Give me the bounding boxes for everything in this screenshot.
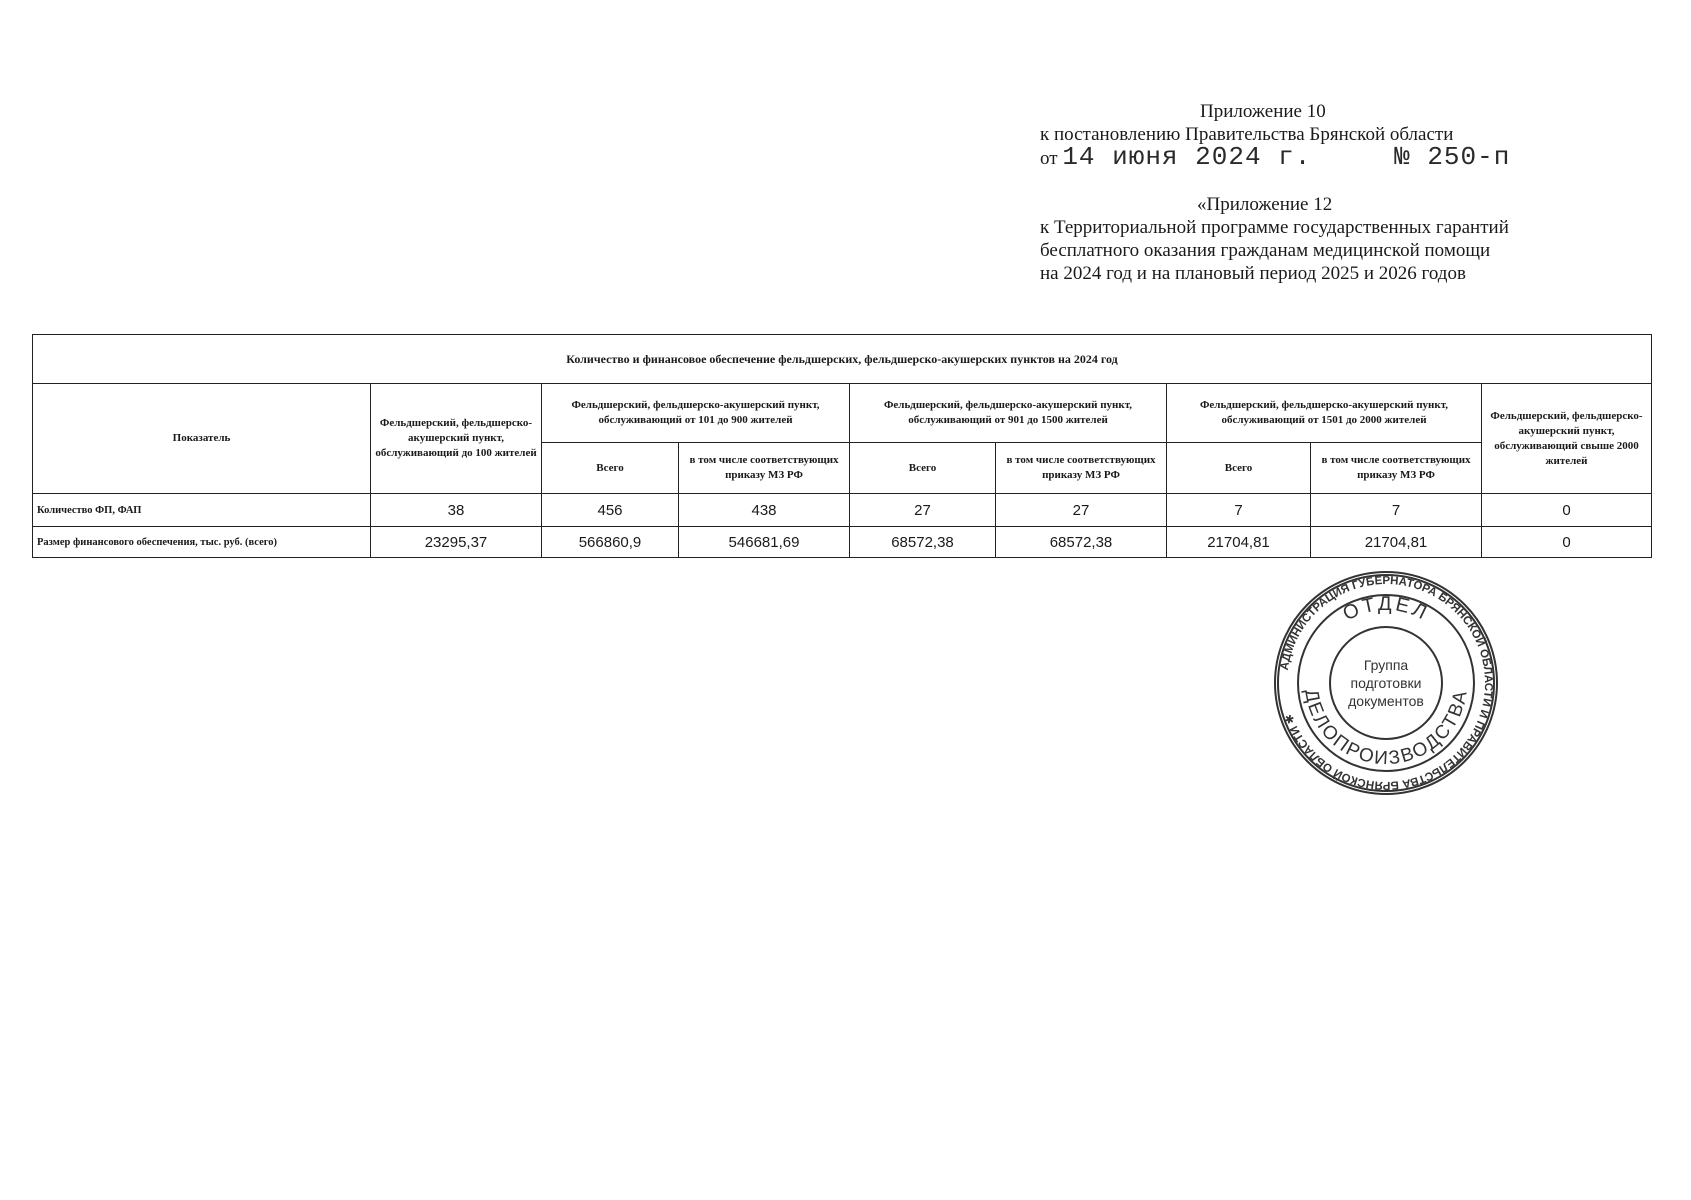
from-label: от bbox=[1040, 148, 1058, 169]
cell-value: 68572,38 bbox=[850, 527, 996, 558]
resolution-date: 14 июня 2024 г. bbox=[1062, 142, 1312, 172]
sub-incl: в том числе соответствующих приказу МЗ РФ bbox=[679, 443, 850, 494]
table-title-row bbox=[33, 335, 1652, 384]
table-row bbox=[33, 527, 1652, 558]
cell-value: 0 bbox=[1482, 527, 1652, 558]
program-line-2: бесплатного оказания гражданам медицинской помощи bbox=[1040, 240, 1491, 261]
cell-value: 566860,9 bbox=[542, 527, 679, 558]
row-label: Размер финансового обеспечения, тыс. руб. (всего) bbox=[33, 527, 371, 558]
table-header-row bbox=[33, 384, 1652, 443]
program-appendix-title: «Приложение 12 bbox=[1197, 194, 1333, 215]
stamp-center-line-3: документов bbox=[1348, 693, 1424, 709]
resolution-line: к постановлению Правительства Брянской области bbox=[1040, 124, 1454, 145]
cell-value: 7 bbox=[1311, 494, 1482, 527]
table-row bbox=[33, 494, 1652, 527]
official-stamp bbox=[1273, 570, 1499, 796]
row-label: Количество ФП, ФАП bbox=[33, 494, 371, 527]
date-line bbox=[1040, 142, 1660, 172]
cell-value: 438 bbox=[679, 494, 850, 527]
cell-value: 7 bbox=[1167, 494, 1311, 527]
cell-value: 456 bbox=[542, 494, 679, 527]
cell-value: 0 bbox=[1482, 494, 1652, 527]
program-appendix-header bbox=[1040, 193, 1660, 285]
fap-table bbox=[32, 334, 1652, 558]
header-over2000: Фельдшерский, фельдшерско-акушерский пункт, обслуживающий свыше 2000 жителей bbox=[1482, 384, 1652, 494]
stamp-middle-bottom-text: ДЕЛОПРОИЗВОДСТВА bbox=[1300, 687, 1472, 770]
stamp-middle-top-text: ОТДЕЛ bbox=[1339, 592, 1433, 626]
cell-value: 27 bbox=[850, 494, 996, 527]
program-line-1: к Территориальной программе государственных гарантий bbox=[1040, 217, 1509, 238]
header-upto100: Фельдшерский, фельдшерско-акушерский пункт, обслуживающий до 100 жителей bbox=[371, 384, 542, 494]
header-901-1500: Фельдшерский, фельдшерско-акушерский пункт, обслуживающий от 901 до 1500 жителей bbox=[850, 384, 1167, 443]
header-101-900: Фельдшерский, фельдшерско-акушерский пункт, обслуживающий от 101 до 900 жителей bbox=[542, 384, 850, 443]
header-1501-2000: Фельдшерский, фельдшерско-акушерский пункт, обслуживающий от 1501 до 2000 жителей bbox=[1167, 384, 1482, 443]
stamp-outer-text: АДМИНИСТРАЦИЯ ГУБЕРНАТОРА БРЯНСКОЙ ОБЛАСТИ И ПРАВИТЕЛЬСТВА БРЯНСКОЙ ОБЛАСТИ ✱ bbox=[1278, 574, 1495, 792]
table-title: Количество и финансовое обеспечение фельдшерских, фельдшерско-акушерских пунктов на 2024 год bbox=[33, 335, 1652, 384]
resolution-number: № 250-п bbox=[1394, 142, 1511, 172]
stamp-center-line-1: Группа bbox=[1363, 657, 1409, 673]
header-indicator: Показатель bbox=[33, 384, 371, 494]
sub-total: Всего bbox=[1167, 443, 1311, 494]
cell-value: 21704,81 bbox=[1311, 527, 1482, 558]
stamp-center-line-2: подготовки bbox=[1350, 675, 1422, 691]
program-line-3: на 2024 год и на плановый период 2025 и 2026 годов bbox=[1040, 263, 1466, 284]
sub-total: Всего bbox=[850, 443, 996, 494]
cell-value: 38 bbox=[371, 494, 542, 527]
cell-value: 546681,69 bbox=[679, 527, 850, 558]
cell-value: 23295,37 bbox=[371, 527, 542, 558]
sub-incl: в том числе соответствующих приказу МЗ РФ bbox=[1311, 443, 1482, 494]
sub-incl: в том числе соответствующих приказу МЗ РФ bbox=[996, 443, 1167, 494]
appendix-title: Приложение 10 bbox=[1200, 101, 1326, 122]
appendix-header bbox=[1040, 100, 1660, 170]
sub-total: Всего bbox=[542, 443, 679, 494]
cell-value: 27 bbox=[996, 494, 1167, 527]
cell-value: 21704,81 bbox=[1167, 527, 1311, 558]
cell-value: 68572,38 bbox=[996, 527, 1167, 558]
